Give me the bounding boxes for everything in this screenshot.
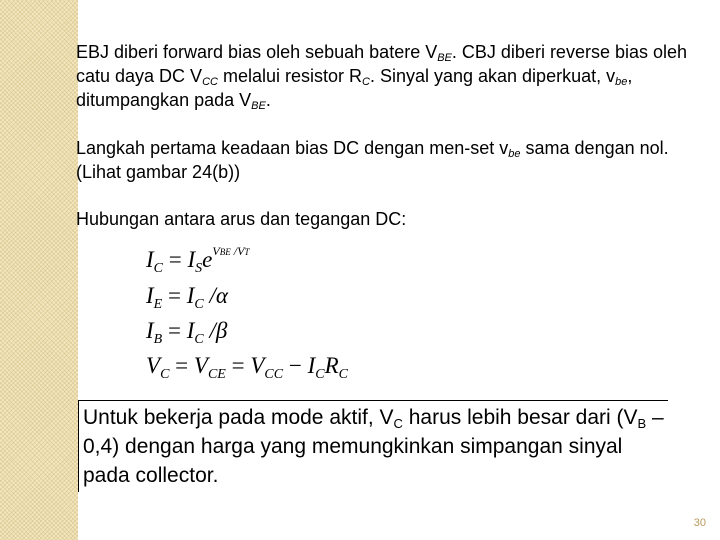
text: . (265, 90, 271, 110)
text: EBJ diberi forward bias oleh sebuah batere V (76, 42, 438, 62)
symbol: /α (203, 283, 228, 308)
text: Langkah pertama keadaan bias DC dengan men-set v (76, 138, 509, 158)
subscript: CE (207, 367, 226, 382)
equals: = (225, 353, 251, 378)
text: melalui resistor R (217, 66, 362, 86)
decorative-side-strip (0, 0, 78, 540)
equals: = (162, 283, 187, 308)
subscript: C (362, 76, 370, 88)
subscript: C (338, 367, 348, 382)
minus: − (283, 353, 308, 378)
subscript: B (637, 416, 647, 431)
paragraph-bias-description (76, 40, 696, 112)
text: . CBJ diberi reverse bias oleh catu daya DC V (76, 42, 688, 86)
subscript: BE (437, 52, 452, 64)
active-mode-note-box (78, 400, 668, 492)
symbol: V (250, 353, 265, 378)
subscript: be (615, 76, 628, 88)
page-number: 30 (693, 517, 706, 529)
symbol: I (307, 353, 316, 378)
symbol: /β (203, 318, 228, 343)
subscript: BE (219, 247, 231, 257)
symbol: I (146, 318, 154, 343)
subscript: be (508, 148, 521, 160)
exponent (212, 244, 249, 258)
equation-ib (146, 318, 228, 347)
subscript: C (160, 367, 170, 382)
symbol: e (202, 247, 213, 272)
symbol: V (212, 244, 220, 258)
equation-ic (146, 244, 250, 276)
subscript: B (153, 332, 163, 347)
paragraph-dc-relations: Hubungan antara arus dan tegangan DC: (76, 209, 407, 229)
subscript: T (244, 247, 250, 257)
symbol: V (146, 353, 161, 378)
equation-ie (146, 283, 228, 312)
symbol: R (324, 353, 339, 378)
subscript: CC (264, 367, 284, 382)
subscript: C (153, 261, 164, 276)
equals: = (163, 247, 188, 272)
equals: = (162, 318, 187, 343)
symbol: V (193, 353, 208, 378)
subscript: C (194, 332, 204, 347)
subscript: C (393, 416, 403, 431)
symbol: I (186, 283, 195, 308)
symbol: I (187, 247, 196, 272)
text: Untuk bekerja pada mode aktif, V (83, 406, 394, 429)
symbol: I (146, 283, 154, 308)
subscript: C (194, 297, 204, 312)
text: – 0,4) dengan harga yang memungkinkan simpangan sinyal pada collector. (83, 406, 664, 487)
text: , ditumpangkan pada V (76, 66, 633, 110)
subscript: S (195, 261, 203, 276)
subscript: C (315, 367, 325, 382)
symbol: /V (230, 244, 245, 258)
text: . Sinyal yang akan diperkuat, v (369, 66, 616, 86)
subscript: CC (202, 76, 218, 88)
text: sama dengan nol. (Lihat gambar 24(b)) (76, 138, 669, 182)
subscript: BE (251, 100, 266, 112)
equation-vc (146, 353, 348, 382)
symbol: I (146, 247, 154, 272)
subscript: E (153, 297, 163, 312)
text: harus lebih besar dari (V (402, 406, 638, 429)
paragraph-dc-bias-step (76, 136, 696, 184)
symbol: I (186, 318, 195, 343)
equals: = (169, 353, 194, 378)
